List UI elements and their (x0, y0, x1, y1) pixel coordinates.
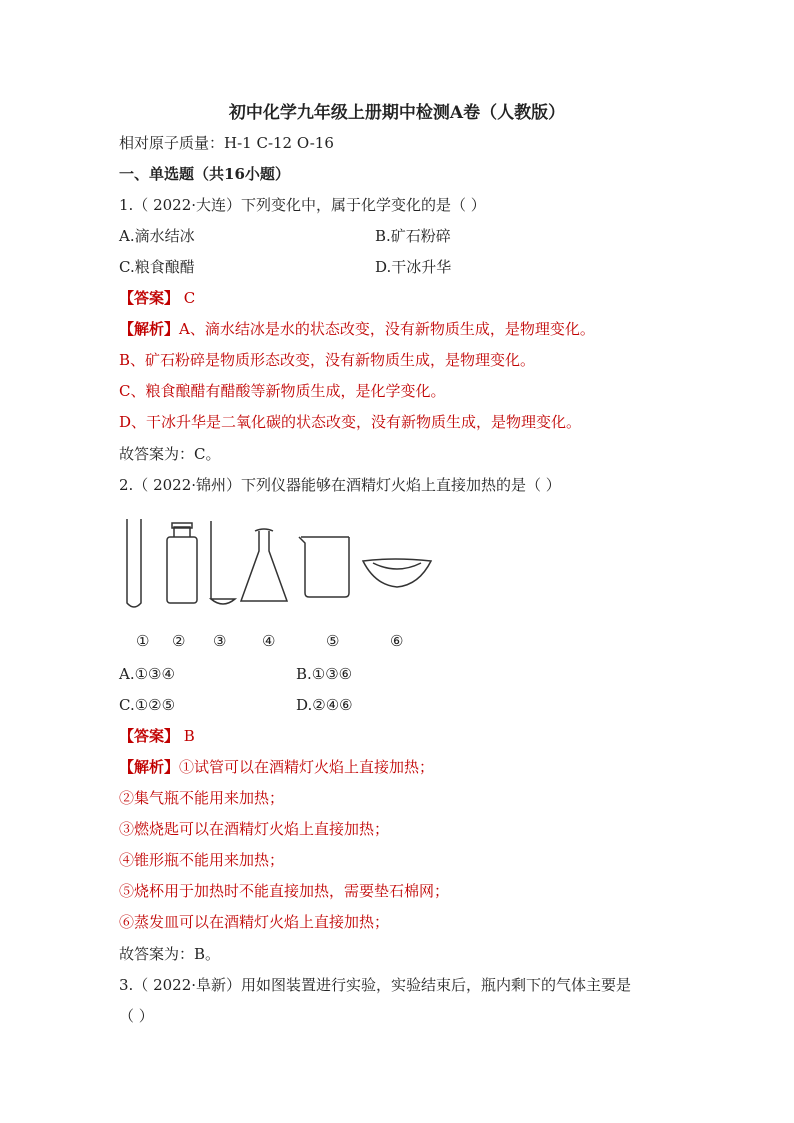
test-tube-icon (127, 519, 141, 607)
answer-value: B (179, 727, 195, 745)
q1-analysis-4: D、干冰升华是二氧化碳的状态改变，没有新物质生成，是物理变化。 (119, 413, 582, 431)
q2-option-b: B.①③⑥ (296, 665, 353, 683)
q2-option-d: D.②④⑥ (296, 696, 353, 714)
q1-answer (119, 288, 195, 308)
q3-stem-continued: （ ） (119, 1007, 154, 1025)
q2-analysis-2: ②集气瓶不能用来加热； (119, 789, 285, 807)
label-1: ① (136, 632, 150, 650)
label-5: ⑤ (326, 632, 340, 650)
q1-option-a: A.滴水结冰 (119, 227, 195, 245)
q1-option-c: C.粮食酿醋 (119, 258, 195, 276)
answer-tag: 【答案】 (119, 727, 180, 745)
q2-option-a: A.①③④ (119, 665, 175, 683)
analysis-tag: 【解析】 (119, 758, 180, 776)
q1-analysis-1 (119, 319, 595, 339)
label-6: ⑥ (390, 632, 404, 650)
q2-conclusion: 故答案为：B。 (119, 945, 221, 963)
analysis-text: A、滴水结冰是水的状态改变，没有新物质生成，是物理变化。 (179, 320, 595, 338)
q1-option-b: B.矿石粉碎 (375, 227, 451, 245)
q1-stem: 1.（ 2022·大连）下列变化中，属于化学变化的是（ ） (119, 196, 486, 214)
q2-analysis-6: ⑥蒸发皿可以在酒精灯火焰上直接加热； (119, 913, 390, 931)
answer-value: C (179, 289, 196, 307)
atomic-mass-line: 相对原子质量：H-1 C-12 O-16 (119, 134, 334, 152)
gas-bottle-icon (167, 523, 197, 603)
answer-tag: 【答案】 (119, 289, 180, 307)
label-3: ③ (213, 632, 227, 650)
q1-option-d: D.干冰升华 (375, 258, 452, 276)
q3-stem: 3.（ 2022·阜新）用如图装置进行实验，实验结束后，瓶内剩下的气体主要是 (119, 976, 632, 994)
q2-analysis-1 (119, 757, 434, 777)
beaker-icon (299, 537, 349, 597)
q2-stem: 2.（ 2022·锦州）下列仪器能够在酒精灯火焰上直接加热的是（ ） (119, 476, 561, 494)
q2-option-c: C.①②⑤ (119, 696, 176, 714)
q1-conclusion: 故答案为：C。 (119, 445, 221, 463)
label-2: ② (172, 632, 186, 650)
analysis-text: ①试管可以在酒精灯火焰上直接加热； (179, 758, 435, 776)
q2-analysis-3: ③燃烧匙可以在酒精灯火焰上直接加热； (119, 820, 390, 838)
conical-flask-icon (241, 529, 287, 601)
evaporating-dish-icon (363, 559, 431, 587)
q2-analysis-4: ④锥形瓶不能用来加热； (119, 851, 285, 869)
page-title: 初中化学九年级上册期中检测A卷（人教版） (228, 103, 566, 123)
section-heading: 一、单选题（共16小题） (119, 165, 290, 183)
q1-analysis-2: B、矿石粉碎是物质形态改变，没有新物质生成，是物理变化。 (119, 351, 536, 369)
label-4: ④ (262, 632, 276, 650)
analysis-tag: 【解析】 (119, 320, 180, 338)
q1-analysis-3: C、粮食酿醋有醋酸等新物质生成，是化学变化。 (119, 382, 446, 400)
lab-apparatus-figure (119, 515, 439, 615)
q2-answer (119, 726, 195, 746)
q2-analysis-5: ⑤烧杯用于加热时不能直接加热，需要垫石棉网； (119, 882, 450, 900)
combustion-spoon-icon (211, 521, 235, 604)
